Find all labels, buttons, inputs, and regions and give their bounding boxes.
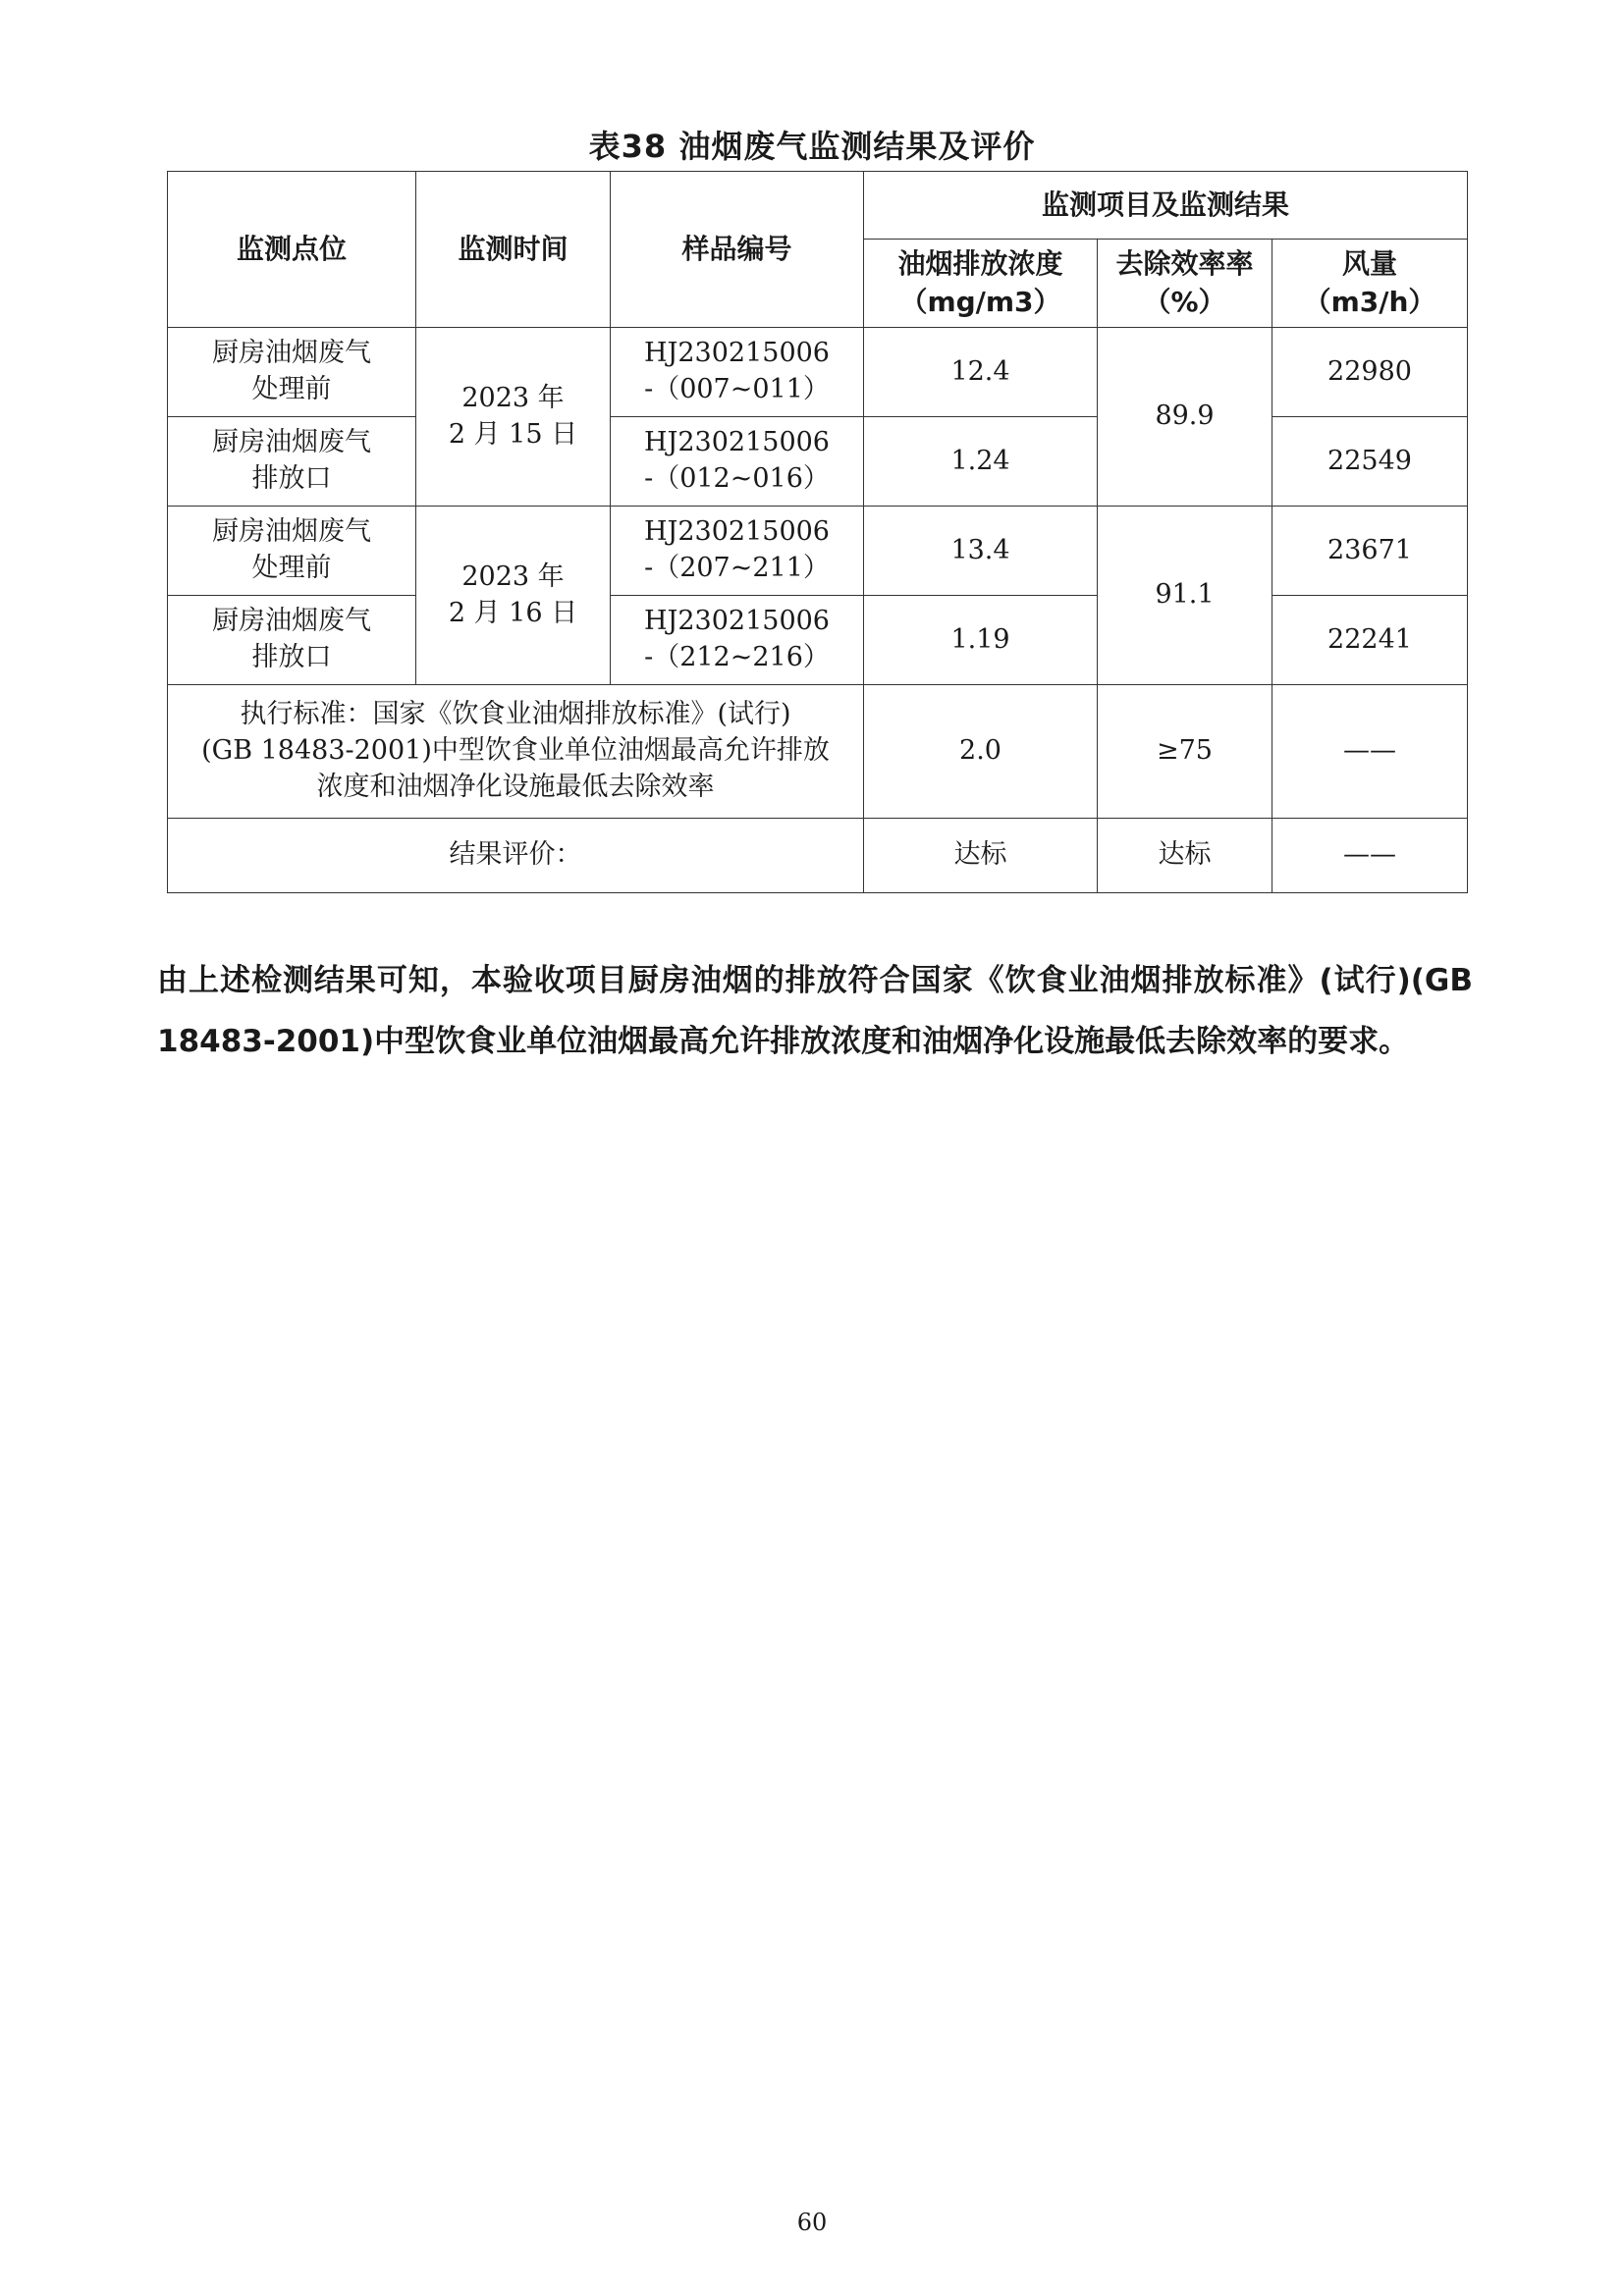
location-line: 厨房油烟废气 [212,427,371,458]
evaluation-row [168,819,1468,893]
location-line: 排放口 [251,463,332,494]
table-row [168,328,1468,417]
table-row [168,507,1468,596]
header-time: 监测时间 [416,172,611,328]
efficiency-cell: 91.1 [1098,507,1272,685]
concentration-cell: 1.19 [864,596,1098,685]
airflow-cell: 22549 [1272,417,1468,507]
concentration-cell: 1.24 [864,417,1098,507]
location-cell [168,417,416,507]
date-line: 2023 年 [461,561,565,592]
header-airflow [1272,240,1468,328]
header-location: 监测点位 [168,172,416,328]
standard-efficiency-cell: ≥75 [1098,685,1272,819]
header-concentration-label: 油烟排放浓度 [897,247,1063,281]
location-line: 厨房油烟废气 [212,606,371,637]
header-results-group: 监测项目及监测结果 [864,172,1468,240]
sample-id-line: HJ230215006 [644,338,830,369]
location-line: 处理前 [251,553,332,583]
location-line: 厨房油烟废气 [212,516,371,548]
location-line: 处理前 [251,374,332,404]
location-line: 厨房油烟废气 [212,338,371,369]
location-cell [168,328,416,417]
sample-id-cell [611,417,864,507]
date-cell [416,328,611,507]
sample-id-cell [611,596,864,685]
header-airflow-label: 风量 [1342,247,1398,281]
sample-id-range: -（212~216） [644,642,830,672]
evaluation-efficiency-cell: 达标 [1098,819,1272,893]
page-number: 60 [796,2209,828,2236]
header-efficiency-unit: （%） [1143,285,1226,318]
table-row [168,417,1468,507]
standard-line: (GB 18483-2001)中型饮食业单位油烟最高允许排放 [201,735,830,767]
standard-line: 执行标准：国家《饮食业油烟排放标准》(试行) [240,699,791,730]
date-line: 2023 年 [461,382,565,413]
header-concentration-unit: （mg/m3） [899,285,1061,318]
concentration-cell: 13.4 [864,507,1098,596]
standard-line: 浓度和油烟净化设施最低去除效率 [316,771,715,802]
location-line: 排放口 [251,642,332,672]
standard-row [168,685,1468,819]
evaluation-concentration-cell: 达标 [864,819,1098,893]
location-cell [168,596,416,685]
airflow-cell: 22241 [1272,596,1468,685]
evaluation-airflow-cell: —— [1272,819,1468,893]
date-line: 2 月 16 日 [448,597,578,628]
date-cell [416,507,611,685]
date-line: 2 月 15 日 [448,418,578,450]
sample-id-cell [611,507,864,596]
evaluation-label-cell: 结果评价： [168,819,864,893]
sample-id-range: -（207~211） [644,553,830,583]
efficiency-cell: 89.9 [1098,328,1272,507]
standard-airflow-cell: —— [1272,685,1468,819]
concentration-cell: 12.4 [864,328,1098,417]
sample-id-cell [611,328,864,417]
header-airflow-unit: （m3/h） [1303,285,1436,318]
header-sample-id: 样品编号 [611,172,864,328]
header-efficiency-label: 去除效率率 [1115,247,1254,281]
conclusion-paragraph: 由上述检测结果可知，本验收项目厨房油烟的排放符合国家《饮食业油烟排放标准》(试行)(GB 18483-2001)中型饮食业单位油烟最高允许排放浓度和油烟净化设施最低去除效率的要求。 [157,963,1473,1059]
table-caption: 表38 油烟废气监测结果及评价 [588,128,1036,165]
sample-id-line: HJ230215006 [644,606,830,637]
standard-text-cell [168,685,864,819]
table-row [168,596,1468,685]
airflow-cell: 23671 [1272,507,1468,596]
sample-id-range: -（012~016） [644,463,830,494]
sample-id-line: HJ230215006 [644,516,830,548]
header-concentration [864,240,1098,328]
sample-id-range: -（007~011） [644,374,830,404]
standard-concentration-cell: 2.0 [864,685,1098,819]
header-efficiency [1098,240,1272,328]
sample-id-line: HJ230215006 [644,427,830,458]
monitoring-results-table [167,171,1468,893]
location-cell [168,507,416,596]
airflow-cell: 22980 [1272,328,1468,417]
header-row-1 [168,172,1468,240]
